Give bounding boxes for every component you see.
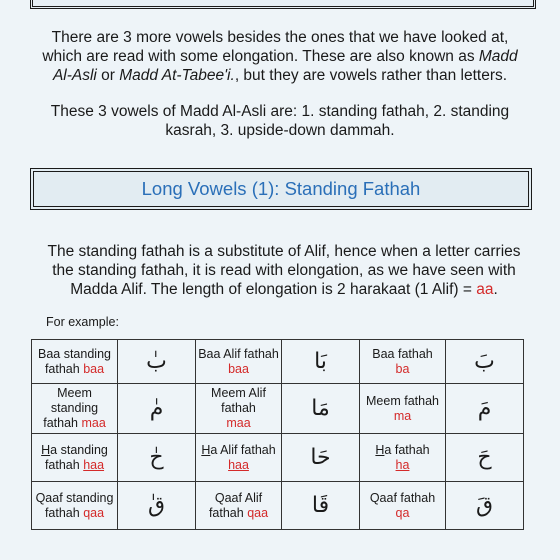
alif-label-cell bbox=[196, 482, 282, 530]
alif-arabic: بَا bbox=[314, 349, 327, 374]
fathah-label-text: Baa fathah bbox=[372, 346, 433, 361]
standing-label-sound: haa bbox=[83, 457, 105, 472]
fathah-arabic-cell bbox=[446, 340, 524, 384]
fathah-label-text: Meem fathah bbox=[366, 393, 439, 408]
alif-label-sound: maa bbox=[226, 416, 251, 430]
fathah-arabic-cell bbox=[446, 384, 524, 434]
intro-paragraph: There are 3 more vowels besides the ones that we have looked at, which are read with some elongation. These are also known as Madd Al-Asli or Madd At-Tabee'i., but they are vowels rather than letters. bbox=[42, 29, 518, 84]
fathah-arabic: حَ bbox=[477, 445, 492, 470]
alif-label-sound: qaa bbox=[247, 505, 269, 520]
vowels-list-paragraph: These 3 vowels of Madd Al-Asli are: 1. standing fathah, 2. standing kasrah, 3. upside-down dammah. bbox=[50, 103, 510, 139]
standing-arabic: مٰ bbox=[149, 396, 164, 421]
examples-table bbox=[31, 339, 524, 530]
standing-arabic: بٰ bbox=[146, 349, 167, 374]
alif-label-text: Ha Alif fathah bbox=[201, 442, 276, 457]
alif-label-text: Meem Alif fathah bbox=[211, 386, 266, 415]
alif-arabic: حَا bbox=[310, 445, 331, 470]
standing-label-text: Qaaf standing fathah bbox=[35, 490, 114, 520]
alif-arabic-cell bbox=[282, 482, 360, 530]
standing-label-sound: maa bbox=[81, 416, 106, 430]
example-label: For example: bbox=[46, 315, 119, 329]
alif-arabic: قَا bbox=[311, 493, 330, 518]
fathah-arabic: مَ bbox=[477, 396, 492, 421]
alif-arabic-cell bbox=[282, 434, 360, 482]
standing-label-cell bbox=[32, 434, 118, 482]
body-paragraph: The standing fathah is a substitute of Alif, hence when a letter carries the standing fathah, it is read with elongation, as we have seen with Madda Alif. The length of elongation is 2 harakaat (1 Alif) = aa. bbox=[47, 243, 521, 298]
standing-label-text: Ha standing fathah bbox=[41, 442, 108, 472]
standing-label-cell bbox=[32, 384, 118, 434]
fathah-label-sound: ha bbox=[395, 457, 410, 472]
alif-label-sound: haa bbox=[228, 457, 249, 472]
fathah-label-text: Qaaf fathah bbox=[369, 490, 436, 505]
standing-arabic: قٰ bbox=[147, 493, 166, 518]
standing-arabic-cell bbox=[118, 384, 196, 434]
standing-label-text: Baa standing fathah bbox=[38, 346, 111, 376]
alif-label-sound: baa bbox=[228, 361, 249, 376]
alif-label-cell bbox=[196, 340, 282, 384]
fathah-label-cell bbox=[360, 434, 446, 482]
standing-label-sound: qaa bbox=[83, 505, 105, 520]
fathah-arabic: بَ bbox=[474, 349, 495, 374]
fathah-arabic-cell bbox=[446, 482, 524, 530]
fathah-label-sound: ma bbox=[393, 408, 412, 423]
standing-arabic-cell bbox=[118, 482, 196, 530]
fathah-arabic-cell bbox=[446, 434, 524, 482]
fathah-label-cell bbox=[360, 384, 446, 434]
standing-label-cell bbox=[32, 482, 118, 530]
section-heading bbox=[30, 168, 532, 210]
alif-arabic-cell bbox=[282, 340, 360, 384]
fathah-label-cell bbox=[360, 482, 446, 530]
alif-label-text: Qaaf Alif fathah bbox=[208, 490, 263, 520]
table-row bbox=[32, 384, 524, 434]
table-row bbox=[32, 434, 524, 482]
table-row bbox=[32, 482, 524, 530]
alif-arabic-cell bbox=[282, 384, 360, 434]
fathah-label-text: Ha fathah bbox=[375, 442, 430, 457]
section-heading-text: Long Vowels (1): Standing Fathah bbox=[141, 178, 421, 199]
alif-label-cell bbox=[196, 434, 282, 482]
top-frame bbox=[30, 0, 536, 9]
standing-arabic: حٰ bbox=[149, 445, 164, 470]
standing-label-cell bbox=[32, 340, 118, 384]
fathah-label-sound: ba bbox=[395, 361, 410, 376]
fathah-label-cell bbox=[360, 340, 446, 384]
fathah-arabic: قَ bbox=[475, 493, 494, 518]
standing-label-text: Meem standing fathah bbox=[43, 386, 99, 430]
alif-arabic: مَا bbox=[311, 396, 330, 421]
table-row bbox=[32, 340, 524, 384]
standing-arabic-cell bbox=[118, 340, 196, 384]
standing-arabic-cell bbox=[118, 434, 196, 482]
alif-label-cell bbox=[196, 384, 282, 434]
standing-label-sound: baa bbox=[83, 361, 105, 376]
fathah-label-sound: qa bbox=[395, 505, 410, 520]
alif-label-text: Baa Alif fathah bbox=[198, 346, 279, 361]
